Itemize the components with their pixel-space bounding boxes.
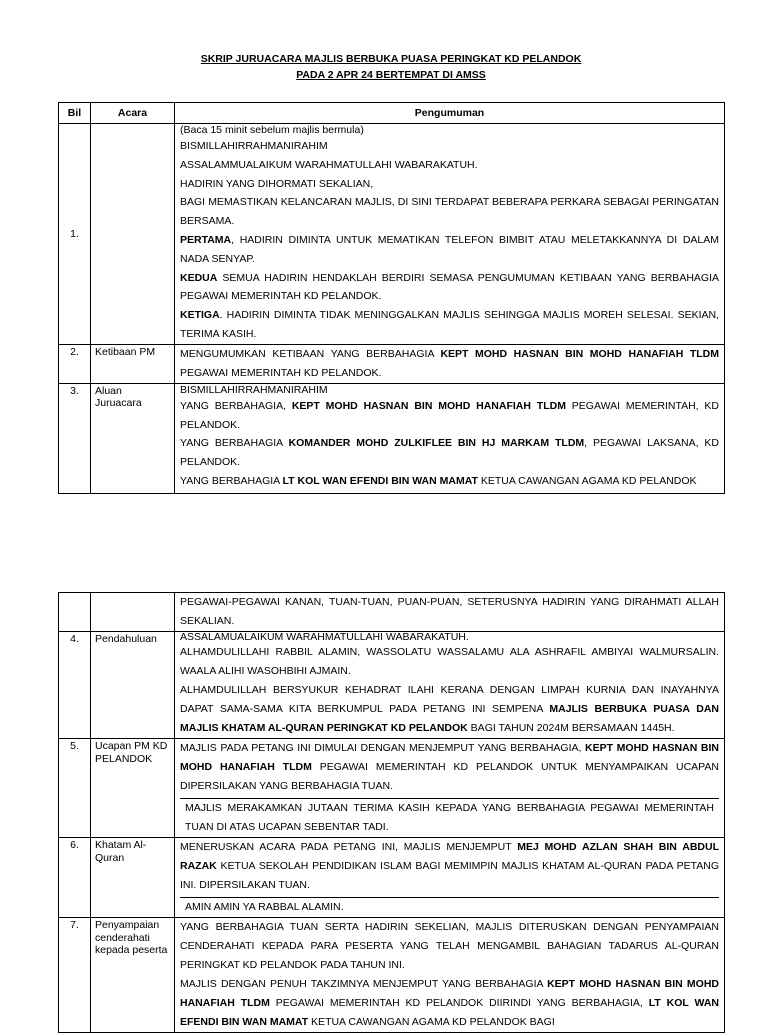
text-span: PEGAWAI MEMERINTAH KD PELANDOK. — [180, 366, 382, 379]
header-pengumuman: Pengumuman — [175, 103, 725, 124]
bold-term: KETIGA — [180, 309, 220, 322]
text-line — [180, 345, 719, 383]
text-line: BISMILLAHIRRAHMANIRAHIM — [180, 383, 328, 396]
text-line: AMIN AMIN YA RABBAL ALAMIN. — [180, 897, 719, 917]
text-span: , PEGAWAI LAKSANA, KD PELANDOK. — [180, 437, 719, 469]
text-span: ALHAMDULILLAH BERSYUKUR KEHADRAT ILAHI KERANA DENGAN LIMPAH KURNIA DAN INAYAHNYA DAPAT SAMA-SAMA KITA BERKUMPUL PADA PETANG INI SEMPENA — [180, 684, 719, 715]
text-line: YANG BERBAHAGIA TUAN SERTA HADIRIN SEKELIAN, MAJLIS DITERUSKAN DENGAN PENYAMPAIAN CENDERAHATI KEPADA PARA PESERTA YANG TELAH MENGAMBIL BAHAGIAN TADARUS AL-QURAN PERINGKAT KD PELANDOK PADA TAHUN INI. — [180, 921, 719, 971]
text-line: (Baca 15 minit sebelum majlis bermula) — [180, 124, 364, 136]
row-acara — [91, 593, 175, 632]
row-number: 6. — [59, 838, 91, 918]
bold-name: KEPT MOHD HASNAN BIN MOHD HANAFIAH TLDM — [440, 347, 719, 360]
text-line — [180, 739, 719, 798]
text-span: BAGI TAHUN 2024M BERSAMAAN 1445H. — [467, 722, 675, 734]
text-line: HADIRIN YANG DIHORMATI SEKALIAN, — [180, 177, 374, 190]
text-span: PEGAWAI MEMERINTAH KD PELANDOK UNTUK MENYAMPAIKAN UCAPAN DIPERSILAKAN YANG BERBAHAGIA TUAN. — [180, 761, 719, 792]
bold-event: MAJLIS BERBUKA PUASA DAN MAJLIS KHATAM AL-QURAN PERINGKAT KD PELANDOK — [180, 703, 719, 734]
script-table-page1 — [58, 102, 725, 494]
text-span: KETUA CAWANGAN AGAMA KD PELANDOK BAGI — [308, 1016, 555, 1028]
table-row — [59, 383, 725, 493]
text-line: ASSALAMUALAIKUM WARAHMATULLAHI WABARAKATUH. — [180, 631, 469, 643]
table-row — [59, 344, 725, 383]
text-line — [180, 472, 719, 493]
text-span: YANG BERBAHAGIA — [180, 437, 289, 450]
header-acara: Acara — [91, 103, 175, 124]
row-pengumuman — [175, 344, 725, 383]
row-acara: Ucapan PM KD PELANDOK — [91, 739, 175, 838]
text-span: KETUA SEKOLAH PENDIDIKAN ISLAM BAGI MEMIMPIN MAJLIS KHATAM AL-QURAN PADA PETANG INI. DIPERSILAKAN TUAN. — [180, 860, 719, 891]
row-number: 3. — [59, 383, 91, 493]
text-line: ALHAMDULILLAHI RABBIL ALAMIN, WASSOLATU WASSALAMU ALA ASHRAFIL AMBIYAI WALMURSALIN. WAALA ALIHI WASOHBIHI AJMAIN. — [180, 646, 719, 677]
row-pengumuman: PEGAWAI-PEGAWAI KANAN, TUAN-TUAN, PUAN-PUAN, SETERUSNYA HADIRIN YANG DIRAHMATI ALLAH SEKALIAN. — [175, 593, 725, 632]
script-table-page2 — [58, 592, 725, 1033]
row-number: 5. — [59, 739, 91, 838]
text-span: MENERUSKAN ACARA PADA PETANG INI, MAJLIS MENJEMPUT — [180, 841, 518, 853]
text-span: YANG BERBAHAGIA, — [180, 399, 292, 412]
text-line — [180, 397, 719, 435]
text-span: , HADIRIN DIMINTA UNTUK MEMATIKAN TELEFON BIMBIT ATAU MELETAKKANNYA DI DALAM NADA SENYAP. — [180, 233, 719, 265]
table-header — [59, 103, 725, 124]
text-line: BISMILLAHIRRAHMANIRAHIM — [180, 140, 328, 152]
text-line: MAJLIS MERAKAMKAN JUTAAN TERIMA KASIH KEPADA YANG BERBAHAGIA PEGAWAI MEMERINTAH TUAN DI ATAS UCAPAN SEBENTAR TADI. — [180, 798, 719, 837]
row-acara: Pendahuluan — [91, 632, 175, 739]
text-span: PEGAWAI MEMERINTAH KD PELANDOK DIIRINDI YANG BERBAHAGIA, — [269, 997, 649, 1009]
bold-name: KEPT MOHD HASNAN BIN MOHD HANAFIAH TLDM — [291, 399, 566, 412]
table-row — [59, 918, 725, 1033]
text-line: ASSALAMMUALAIKUM WARAHMATULLAHI WABARAKATUH. — [180, 158, 478, 171]
text-span: PEGAWAI MEMERINTAH, KD PELANDOK. — [180, 399, 719, 431]
row-number: 7. — [59, 918, 91, 1033]
table-row — [59, 739, 725, 838]
document-title-line2: PADA 2 APR 24 BERTEMPAT DI AMSS — [296, 69, 486, 81]
text-span: YANG BERBAHAGIA — [180, 474, 283, 487]
row-pengumuman — [175, 383, 725, 493]
text-line — [180, 269, 719, 307]
text-line — [180, 838, 719, 897]
text-span: . HADIRIN DIMINTA TIDAK MENINGGALKAN MAJLIS SEHINGGA MAJLIS MOREH SELESAI. SEKIAN, TERIMA KASIH. — [180, 309, 719, 340]
row-pengumuman — [175, 632, 725, 739]
text-line — [180, 975, 719, 1032]
bold-name: LT KOL WAN EFENDI BIN WAN MAMAT — [282, 474, 478, 487]
row-pengumuman — [175, 124, 725, 345]
text-line — [180, 231, 719, 269]
row-acara: Penyampaian cenderahati kepada peserta — [91, 918, 175, 1033]
header-bil: Bil — [59, 103, 91, 124]
text-span: MAJLIS DENGAN PENUH TAKZIMNYA MENJEMPUT YANG BERBAHAGIA — [180, 978, 548, 990]
text-span: SEMUA HADIRIN HENDAKLAH BERDIRI SEMASA PENGUMUMAN KETIBAAN YANG BERBAHAGIA PEGAWAI MEMERINTAH KD PELANDOK. — [180, 271, 719, 303]
bold-name: MEJ MOHD AZLAN SHAH BIN ABDUL RAZAK — [180, 841, 719, 872]
table-row — [59, 124, 725, 345]
text-span: MENGUMUMKAN KETIBAAN YANG BERBAHAGIA — [180, 347, 441, 360]
bold-name: KOMANDER MOHD ZULKIFLEE BIN HJ MARKAM TLDM — [288, 437, 585, 450]
row-acara: Ketibaan PM — [91, 344, 175, 383]
row-pengumuman — [175, 838, 725, 918]
row-pengumuman — [175, 739, 725, 838]
table-row — [59, 593, 725, 632]
text-line — [180, 434, 719, 472]
table-row — [59, 632, 725, 739]
row-number: 1. — [59, 124, 91, 345]
text-line: BAGI MEMASTIKAN KELANCARAN MAJLIS, DI SINI TERDAPAT BEBERAPA PERKARA SEBAGAI PERINGATAN BERSAMA. — [180, 196, 719, 228]
row-pengumuman — [175, 918, 725, 1033]
row-acara — [91, 124, 175, 345]
row-acara: Aluan Juruacara — [91, 383, 175, 493]
bold-name: LT KOL WAN EFENDI BIN WAN MAMAT — [180, 997, 720, 1028]
text-line — [180, 681, 719, 738]
bold-term: KEDUA — [180, 271, 218, 284]
text-span: MAJLIS PADA PETANG INI DIMULAI DENGAN MENJEMPUT YANG BERBAHAGIA, — [180, 742, 586, 754]
row-number: 4. — [59, 632, 91, 739]
bold-name: KEPT MOHD HASNAN BIN MOHD HANAFIAH TLDM — [180, 978, 719, 1009]
row-number — [59, 593, 91, 632]
document-title-line1: SKRIP JURUACARA MAJLIS BERBUKA PUASA PERINGKAT KD PELANDOK — [200, 53, 582, 65]
table-row — [59, 838, 725, 918]
bold-term: PERTAMA — [180, 233, 232, 246]
text-span: KETUA CAWANGAN AGAMA KD PELANDOK — [477, 474, 697, 487]
row-number: 2. — [59, 344, 91, 383]
bold-name: KEPT MOHD HASNAN BIN MOHD HANAFIAH TLDM — [180, 742, 719, 773]
text-line — [180, 306, 719, 344]
row-acara: Khatam Al-Quran — [91, 838, 175, 918]
